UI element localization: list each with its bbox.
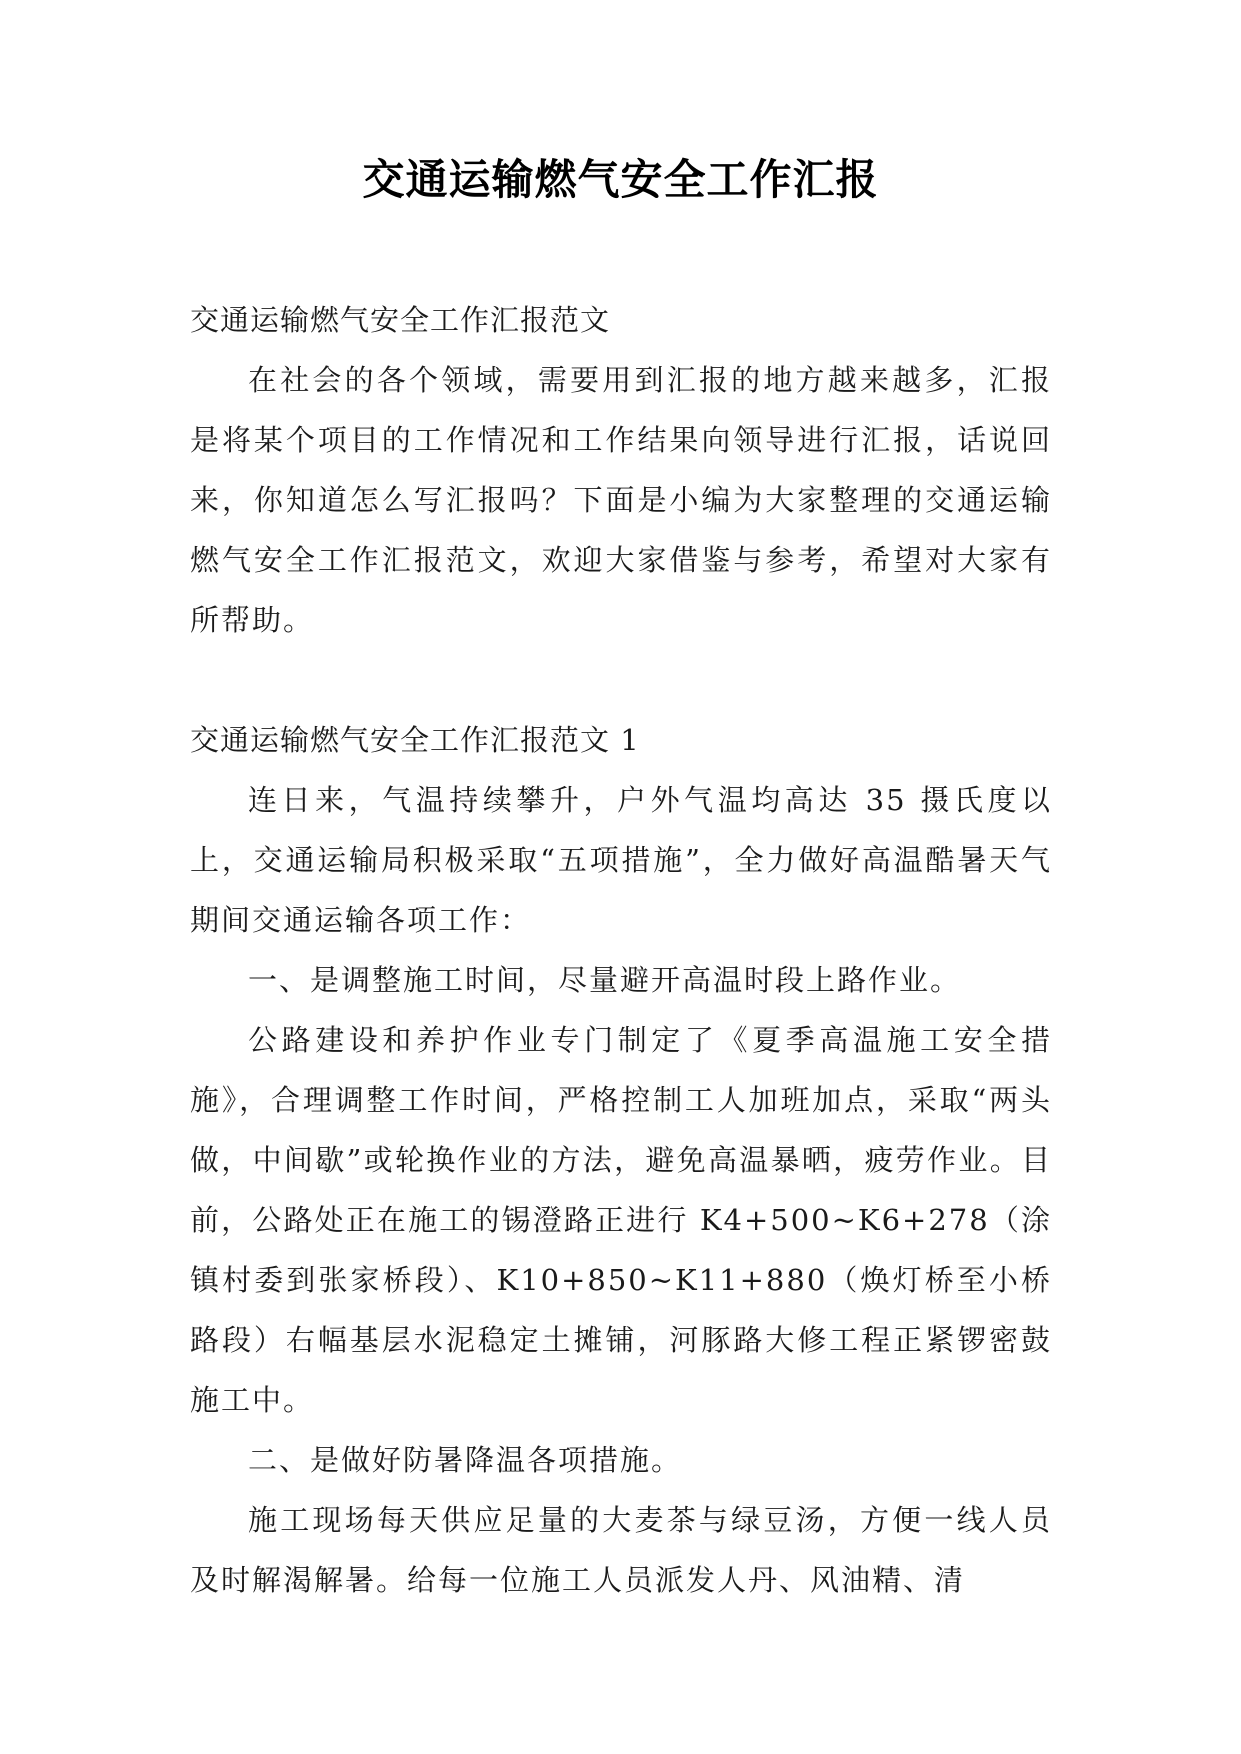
body-paragraph: 连日来，气温持续攀升，户外气温均高达 35 摄氏度以上，交通运输局积极采取“五项措施”，全力做好高温酷暑天气期间交通运输各项工作： [190, 783, 1052, 937]
section-heading: 交通运输燃气安全工作汇报范文 1 [190, 723, 640, 757]
section-spacer [190, 650, 1052, 710]
body-paragraph: 公路建设和养护作业专门制定了《夏季高温施工安全措施》，合理调整工作时间，严格控制工人加班加点，采取“两头做，中间歇”或轮换作业的方法，避免高温暴晒，疲劳作业。目前，公路处正在施工的锡澄路正进行 K4+500~K6+278（涂镇村委到张家桥段）、K10+850~K11+880（焕灯桥至小桥路段）右幅基层水泥稳定土摊铺，河豚路大修工程正紧锣密鼓施工中。 [190, 1023, 1052, 1417]
body-paragraph: 二、是做好防暑降温各项措施。 [248, 1443, 683, 1477]
body-paragraph: 施工现场每天供应足量的大麦茶与绿豆汤，方便一线人员及时解渴解暑。给每一位施工人员派发人丹、风油精、清 [190, 1503, 1052, 1597]
document-title: 交通运输燃气安全工作汇报 [362, 155, 879, 204]
body-paragraph: 一、是调整施工时间，尽量避开高温时段上路作业。 [248, 963, 962, 997]
document-body [190, 290, 1052, 1610]
document-subtitle: 交通运输燃气安全工作汇报范文 [190, 303, 611, 337]
intro-paragraph: 在社会的各个领域，需要用到汇报的地方越来越多，汇报是将某个项目的工作情况和工作结果向领导进行汇报，话说回来，你知道怎么写汇报吗？下面是小编为大家整理的交通运输燃气安全工作汇报范文，欢迎大家借鉴与参考，希望对大家有所帮助。 [190, 363, 1052, 637]
